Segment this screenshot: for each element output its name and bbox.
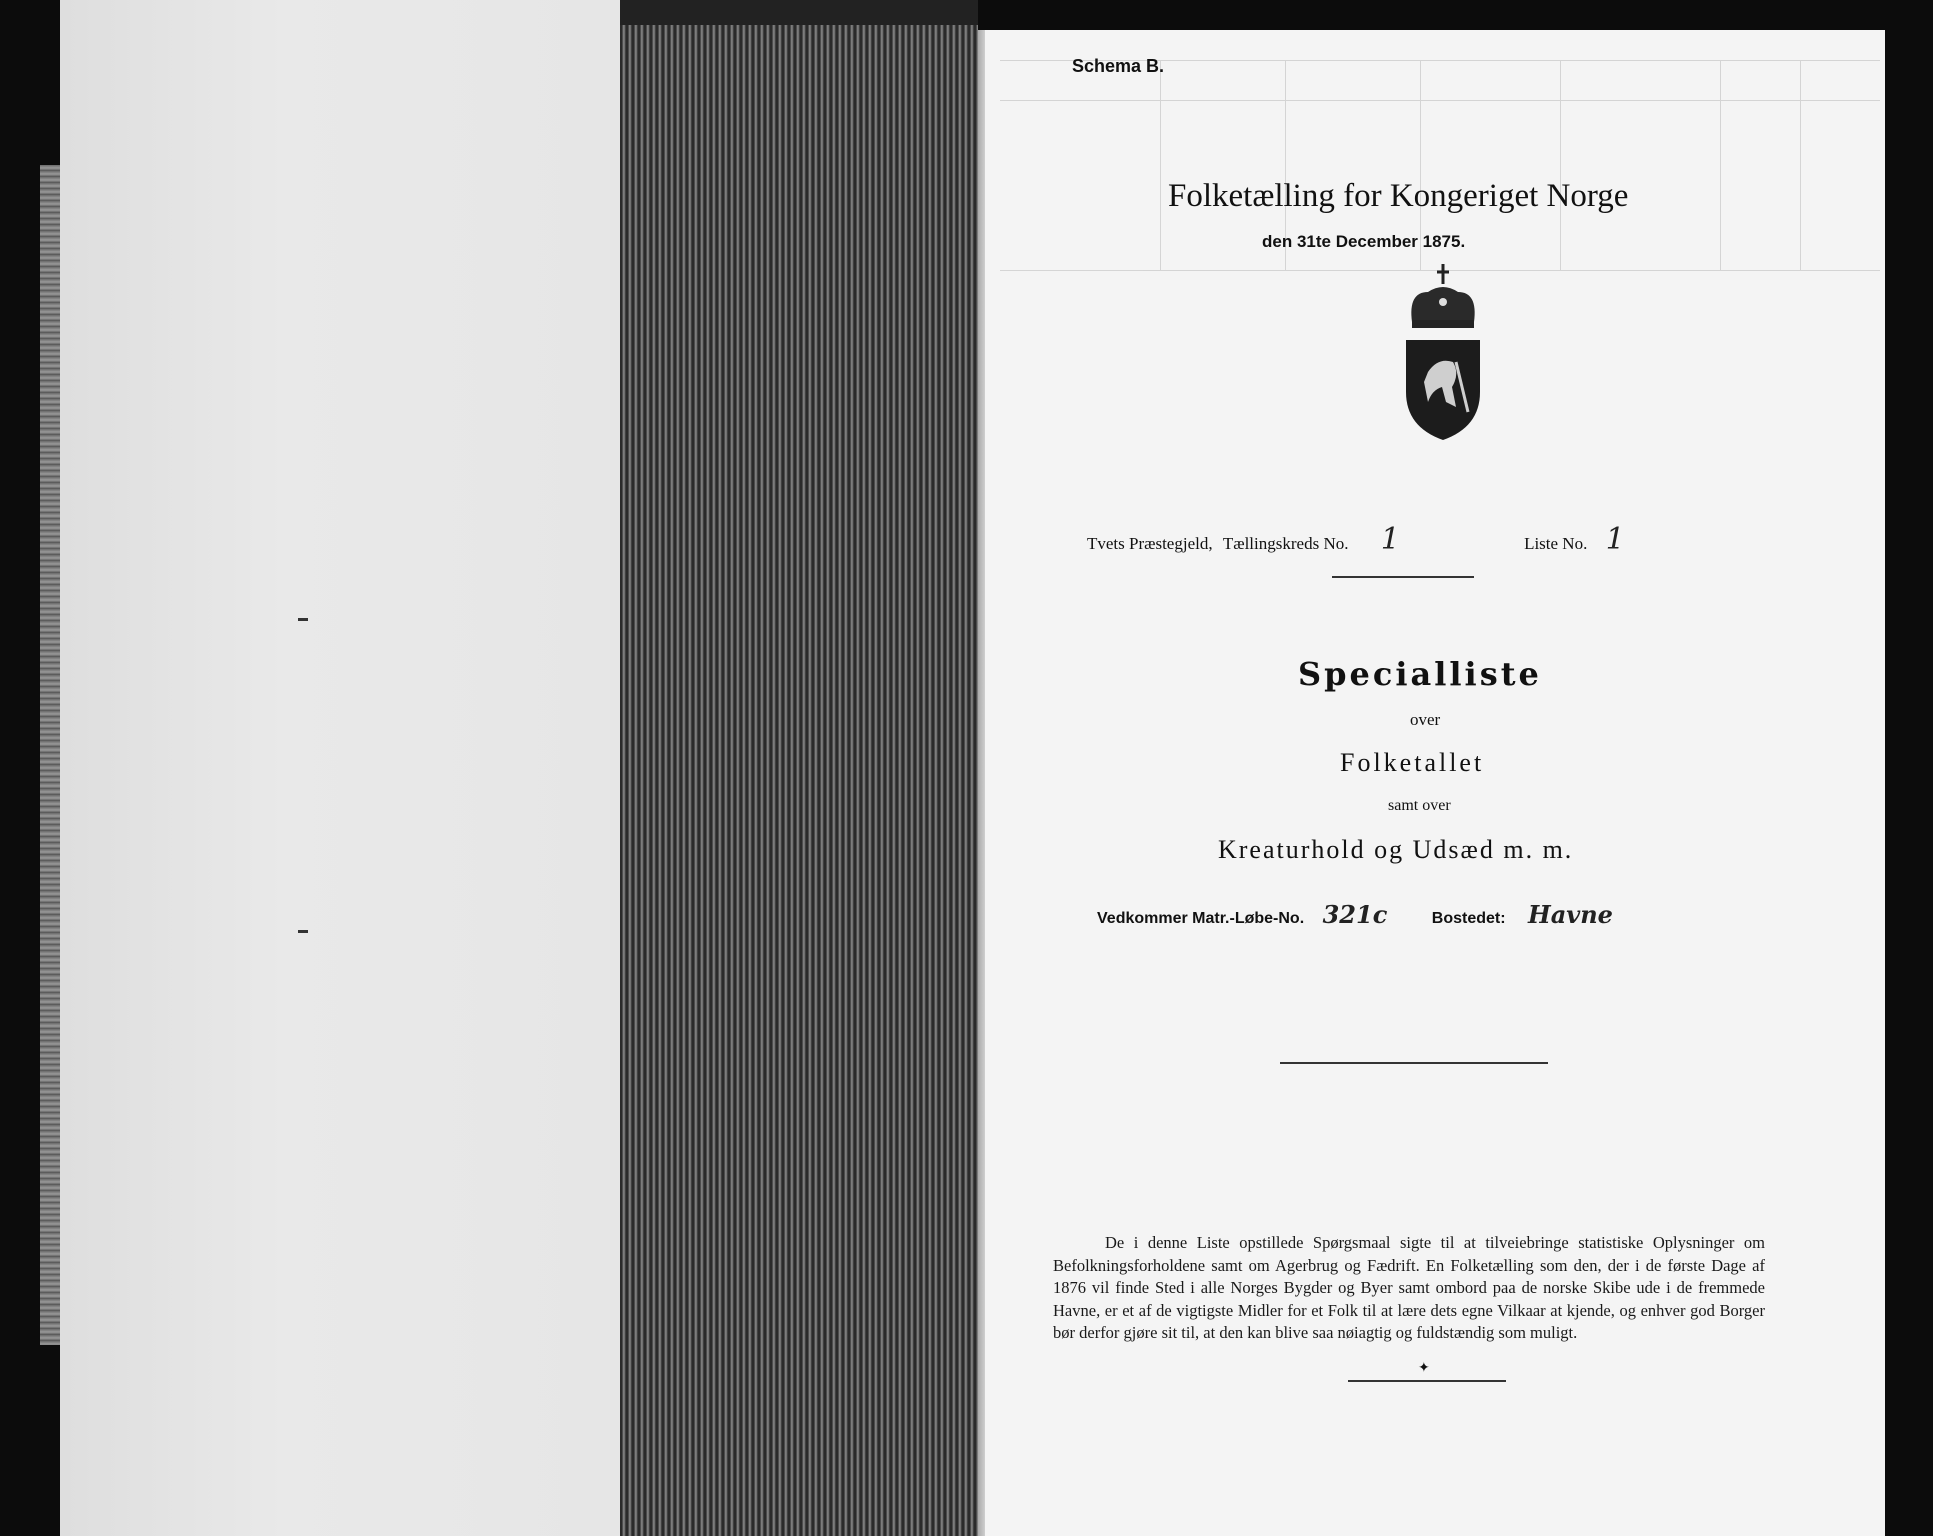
schema-label: Schema B. (1072, 56, 1165, 76)
matr-number-handwritten: 321c (1322, 900, 1388, 929)
bosted-value-handwritten: Havne (1528, 900, 1613, 929)
book-spine-cloth (620, 25, 978, 1536)
explanatory-paragraph: De i denne Liste opstillede Spørgsmaal sigte til at tilveiebringe statistiske Oplysninger om Befolkningsforholdene samt om Agerbrug og Fædrift. En Folketælling som den, der i de første Dage af 1876 vil finde Sted i alle Norges Bygder og Byer samt ombord paa de norske Skibe ude i de fremmede Havne, er et af de vigtigste Midler for et Folk til at lære dets egne Vilkaar at kjende, og enhver god Borger bør derfor gjøre sit til, at den kan blive saa nøiagtig og fuldstændig som muligt. (1053, 1233, 1765, 1342)
parish-label: Tvets Præstegjeld, (1087, 534, 1213, 553)
over-text: over (1410, 710, 1441, 729)
circle-label: Tællingskreds No. (1222, 534, 1349, 553)
ornament-star: ✦ (1418, 1360, 1430, 1376)
margin-mark (298, 618, 308, 621)
bottom-divider (1348, 1380, 1506, 1382)
list-number-handwritten: 1 (1605, 522, 1625, 557)
spine-top-shadow (620, 0, 978, 25)
left-blank-page (60, 0, 620, 1536)
norwegian-coat-of-arms-icon (1398, 262, 1488, 442)
samt-over-text: samt over (1388, 797, 1451, 814)
circle-number-handwritten: 1 (1380, 522, 1400, 557)
long-divider (1280, 1062, 1548, 1064)
property-line (1097, 900, 1613, 929)
district-line (1087, 522, 1625, 557)
margin-mark (298, 930, 308, 933)
page-title: Folketælling for Kongeriget Norge (1168, 178, 1629, 214)
bosted-label: Bostedet: (1431, 910, 1506, 927)
left-page-edge (40, 165, 60, 1345)
specialliste-heading: Specialliste (1298, 655, 1542, 693)
list-label: Liste No. (1524, 534, 1588, 553)
census-date: den 31te December 1875. (1262, 232, 1466, 251)
kreaturhold-heading: Kreaturhold og Udsæd m. m. (1218, 835, 1574, 864)
short-divider (1332, 576, 1474, 578)
matr-label: Vedkommer Matr.-Løbe-No. (1097, 910, 1305, 927)
folketallet-heading: Folketallet (1340, 748, 1485, 777)
